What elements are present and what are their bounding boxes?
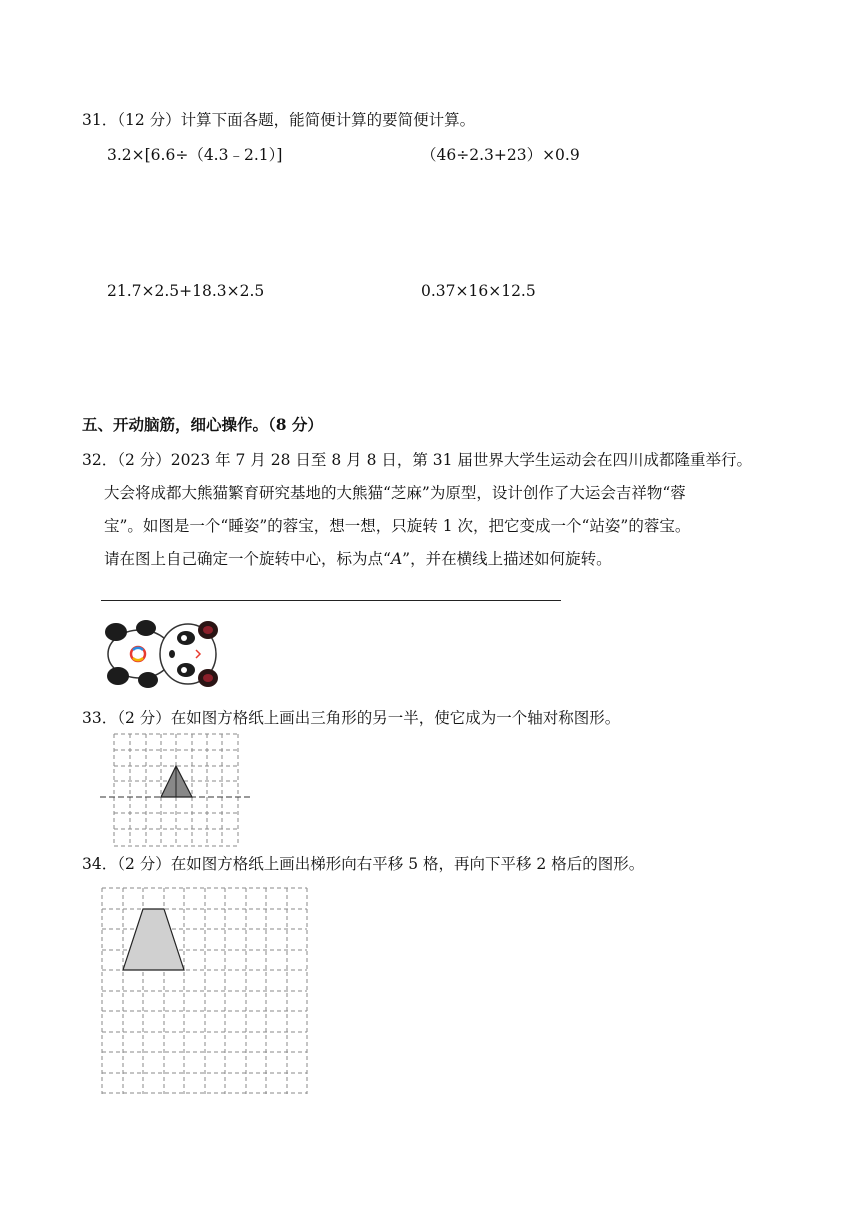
grid-lines [102,888,307,1094]
symmetry-grid[interactable] [100,732,250,848]
answer-line[interactable] [101,600,561,601]
q34-text: 34．（2 分）在如图方格纸上画出梯形向右平移 5 格，再向下平移 2 格后的图形。 [82,855,645,873]
q31-expression-3: 21.7×2.5+18.3×2.5 [107,282,265,300]
q31-expression-1: 3.2×[6.6÷（4.3﹣2.1）] [107,146,283,164]
translation-grid[interactable] [100,886,312,1098]
q31-heading: 31．（12 分）计算下面各题，能简便计算的要简便计算。 [82,111,476,129]
q33-text: 33．（2 分）在如图方格纸上画出三角形的另一半，使它成为一个轴对称图形。 [82,709,621,727]
q32-line-4-post: ”，并在横线上描述如何旋转。 [402,550,612,568]
trapezoid [123,909,184,970]
section-5-title: 五、开动脑筋，细心操作。（8 分） [82,415,323,434]
q32-line-4-pre: 请在图上自己确定一个旋转中心，标为点“ [104,550,391,568]
q31-expression-2: （46÷2.3+23）×0.9 [421,146,580,164]
q31-expression-4: 0.37×16×12.5 [421,282,536,300]
q32-line-2: 大会将成都大熊猫繁育研究基地的大熊猫“芝麻”为原型，设计创作了大运会吉祥物“蓉 [104,484,686,502]
point-a-label: A [390,550,403,568]
q32-line-4 [104,549,612,569]
q32-line-1: 32．（2 分）2023 年 7 月 28 日至 8 月 8 日，第 31 届世界大学生运动会在四川成都隆重举行。 [82,451,752,469]
q32-line-3: 宝”。如图是一个“睡姿”的蓉宝，想一想，只旋转 1 次，把它变成一个“站姿”的蓉宝。 [104,517,691,535]
panda-mascot-image [100,614,226,694]
